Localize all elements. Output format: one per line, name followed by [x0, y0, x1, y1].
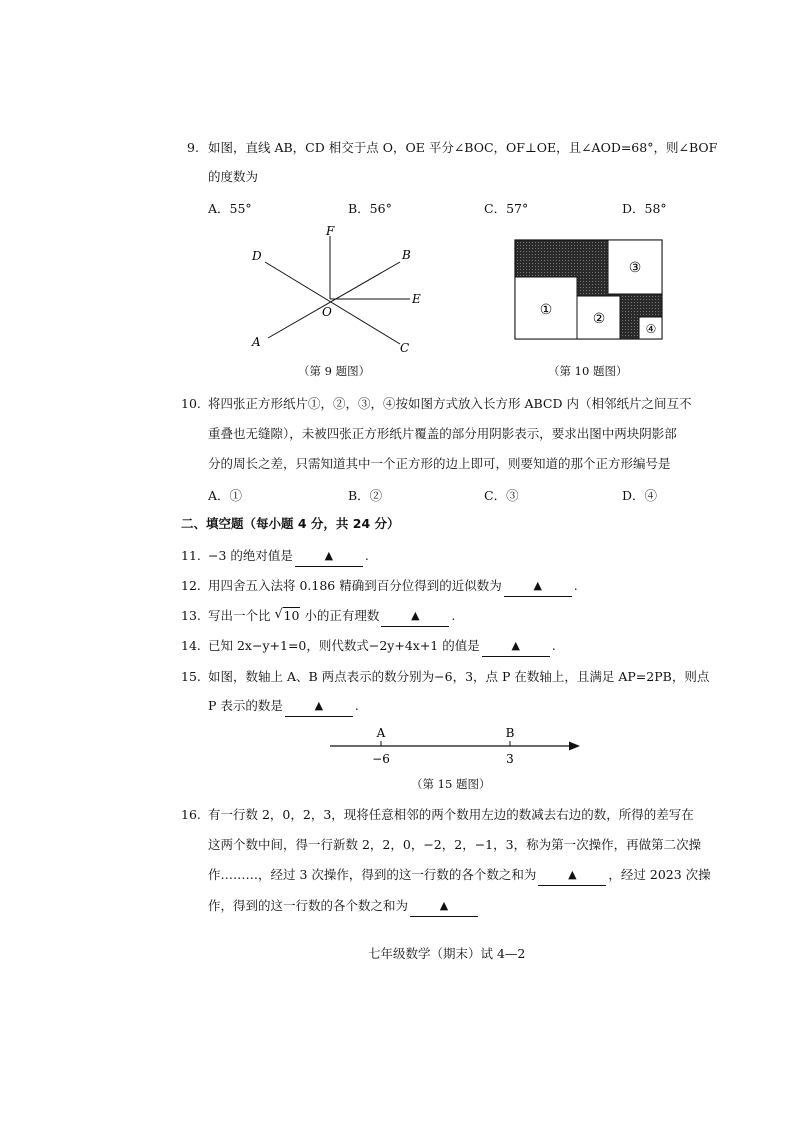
label-a: A [252, 335, 261, 349]
radical-sign-icon: √ [274, 607, 283, 622]
square-3-label: ③ [628, 260, 642, 276]
q10-text-line1: 将四张正方形纸片①，②，③，④按如图方式放入长方形 ABCD 内（相邻纸片之间互不 [208, 396, 692, 411]
q10-option-d: D．④ [622, 488, 658, 503]
label-f: F [326, 224, 335, 238]
q13-number: 13. [181, 608, 201, 623]
q13-prefix: 写出一个比 [208, 608, 271, 623]
q14-suffix: . [551, 638, 556, 653]
q16-line3-prefix: 作………，经过 3 次操作，得到的这一行数的各个数之和为 [208, 867, 537, 882]
q14-prefix: 已知 2x−y+1=0，则代数式−2y+4x+1 的值是 [208, 638, 480, 653]
q15-answer-blank[interactable] [285, 697, 353, 717]
q16-answer-blank-2[interactable] [410, 897, 478, 917]
point-a-value: −6 [372, 752, 390, 766]
q11-suffix: . [364, 548, 369, 563]
triangle-icon: ▲ [568, 868, 577, 881]
q12-answer-blank[interactable] [504, 577, 572, 597]
triangle-icon: ▲ [411, 609, 420, 622]
triangle-icon: ▲ [533, 579, 542, 592]
q9-option-c: C．57° [484, 201, 529, 216]
q14-text [208, 637, 556, 657]
q15-text-line2 [208, 697, 359, 717]
label-e: E [412, 292, 421, 306]
q14-number: 14. [181, 638, 201, 653]
q9-option-b: B．56° [348, 201, 392, 216]
q12-prefix: 用四舍五入法将 0.186 精确到百分位得到的近似数为 [208, 578, 502, 593]
q10-caption: （第 10 题图） [548, 364, 628, 378]
q15-caption: （第 15 题图） [411, 777, 491, 791]
triangle-icon: ▲ [511, 639, 520, 652]
line-cd [265, 262, 400, 344]
label-c: C [400, 341, 410, 355]
q12-suffix: . [573, 578, 578, 593]
sqrt-radicand: 10 [283, 608, 300, 623]
page-footer: 七年级数学（期末）试 4—2 [368, 946, 526, 961]
triangle-icon: ▲ [439, 899, 449, 912]
q14-answer-blank[interactable] [482, 637, 550, 657]
square-1-label: ① [539, 302, 553, 318]
label-o: O [322, 305, 332, 319]
q10-text-line3: 分的周长之差，只需知道其中一个正方形的边上即可，则要知道的那个正方形编号是 [208, 456, 671, 471]
q9-caption: （第 9 题图） [298, 364, 371, 378]
q16-answer-blank-1[interactable] [538, 866, 606, 886]
label-b: B [402, 248, 411, 262]
triangle-icon: ▲ [324, 549, 334, 562]
q9-number: 9. [187, 140, 199, 155]
q15-prefix: P 表示的数是 [208, 698, 283, 713]
square-4-label: ④ [645, 322, 657, 336]
q10-text-line2: 重叠也无缝隙），未被四张正方形纸片覆盖的部分用阴影表示，要求出图中两块阴影部 [208, 426, 677, 441]
sqrt-expression [275, 607, 301, 625]
q15-text-line1: 如图，数轴上 A、B 两点表示的数分别为−6，3，点 P 在数轴上，且满足 AP=2PB，则点 [208, 669, 710, 684]
q11-prefix: −3 的绝对值是 [208, 548, 293, 563]
q11-number: 11. [181, 548, 201, 563]
square-2-label: ② [592, 311, 606, 327]
q11-answer-blank[interactable] [295, 547, 363, 567]
q16-number: 16. [181, 807, 201, 822]
q10-figure [514, 239, 664, 341]
section-2-title: 二、填空题（每小题 4 分，共 24 分） [181, 516, 400, 531]
q9-text-line2: 的度数为 [208, 169, 259, 184]
line-ab [268, 262, 400, 338]
q15-suffix: . [354, 698, 359, 713]
q10-number: 10. [181, 396, 201, 411]
q16-text-line4 [208, 897, 480, 917]
q16-line3-suffix: ，经过 2023 次操 [608, 867, 711, 882]
q10-option-b: B．② [348, 488, 383, 503]
point-b-label: B [505, 726, 515, 740]
q16-text-line2: 这两个数中间，得一行新数 2，2，0，−2，2，−1，3，称为第一次操作，再做第二次操 [208, 837, 702, 852]
q10-option-a: A．① [208, 488, 243, 503]
q9-option-a: A．55° [208, 201, 252, 216]
q12-text [208, 577, 578, 597]
q12-number: 12. [181, 578, 201, 593]
triangle-icon: ▲ [314, 699, 324, 712]
label-d: D [252, 249, 262, 263]
q9-figure [240, 222, 440, 362]
q13-suffix: . [451, 608, 456, 623]
q16-text-line1: 有一行数 2，0，2，3，现将任意相邻的两个数用左边的数减去右边的数，所得的差写在 [208, 807, 694, 822]
q13-middle: 小的正有理数 [304, 608, 380, 623]
point-a-label: A [376, 726, 386, 740]
q11-text [208, 547, 369, 567]
q13-text [208, 607, 455, 627]
point-b-value: 3 [506, 752, 514, 766]
q13-answer-blank[interactable] [381, 607, 449, 627]
q15-number: 15. [181, 669, 201, 684]
q15-number-line [326, 722, 586, 772]
q9-text-line1: 如图，直线 AB，CD 相交于点 O，OE 平分∠BOC，OF⊥OE，且∠AOD=68°，则∠BOF [208, 140, 718, 155]
q16-line4-prefix: 作，得到的这一行数的各个数之和为 [208, 898, 409, 913]
axis-arrow-icon [569, 742, 580, 751]
q9-option-d: D．58° [622, 201, 667, 216]
q16-text-line3 [208, 866, 711, 886]
q10-option-c: C．③ [484, 488, 519, 503]
